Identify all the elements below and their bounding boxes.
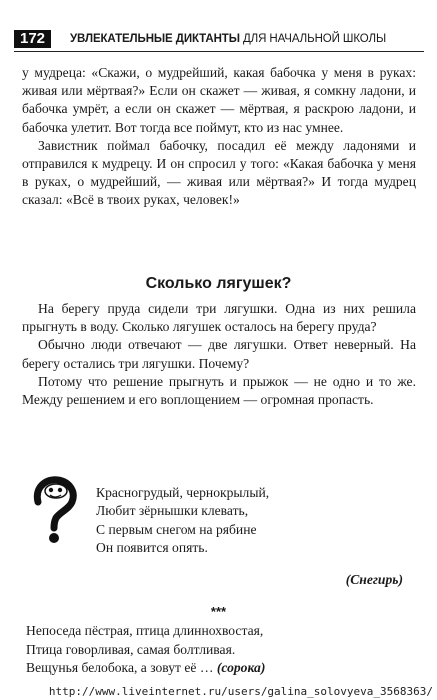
question-mark-face-icon [28, 476, 82, 544]
section-separator: *** [210, 604, 227, 619]
source-url-watermark: http://www.liveinternet.ru/users/galina_solovyeva_3568363/ [48, 685, 433, 698]
story-paragraph-1: у мудреца: «Скажи, о мудрейший, какая бабочка у меня в руках: живая или мёртвая?» Если он скажет — живая, я сомкну ладони, и бабочка умрёт, а если он скажет — мёртвая, я раскрою ладони, и бабочка улетит. Вот тогда все поймут, кто из нас умнее. [22, 65, 416, 135]
riddle-2-verse [26, 622, 265, 678]
section-paragraph-3: Потому что решение прыгнуть и прыжок — не одно и то же. Между решением и его воплощением — огромная пропасть. [22, 373, 416, 408]
riddle-1-line: С первым снегом на рябине [96, 521, 257, 537]
riddle-1-line: Он появится опять. [96, 540, 208, 556]
riddle-2-answer: (сорока) [216, 660, 266, 676]
page-header [14, 30, 424, 52]
riddle-1-verse [96, 484, 269, 558]
section-paragraph-2: Обычно люди отвечают — две лягушки. Ответ неверный. На берегу остались три лягушки. Почему? [22, 337, 416, 371]
riddle-2-line: Птица говорливая, самая болтливая. [26, 641, 236, 657]
running-title [70, 31, 386, 47]
running-title-bold: УВЛЕКАТЕЛЬНЫЕ ДИКТАНТЫ [70, 33, 240, 45]
riddle-1-line: Красногрудый, чернокрылый, [96, 485, 270, 500]
riddle-2-line: Непоседа пёстрая, птица длиннохвостая, [26, 623, 264, 638]
story-continuation [22, 64, 416, 210]
story-paragraph-2: Завистник поймал бабочку, посадил её между ладонями и отправился к мудрецу. И он спросил у того: «Какая бабочка у меня в руках, о мудрейший, — живая или мёртвая?» И тогда мудрец сказал: «Всё в твоих руках, человек!» [22, 137, 416, 208]
section-body [22, 300, 416, 409]
section-heading: Сколько лягушек? [145, 275, 292, 292]
riddle-1-line: Любит зёрнышки клевать, [96, 503, 249, 519]
riddle-2-last-text: Вещунья белобока, а зовут её … [26, 660, 217, 676]
riddle-1-answer: (Снегирь) [345, 572, 403, 587]
running-title-rest: ДЛЯ НАЧАЛЬНОЙ ШКОЛЫ [239, 33, 387, 45]
page-number: 172 [14, 30, 51, 48]
section-paragraph-1: На берегу пруда сидели три лягушки. Одна из них решила прыгнуть в воду. Сколько лягушек осталось на берегу пруда? [22, 301, 416, 335]
riddle-2-line-last [26, 659, 265, 678]
